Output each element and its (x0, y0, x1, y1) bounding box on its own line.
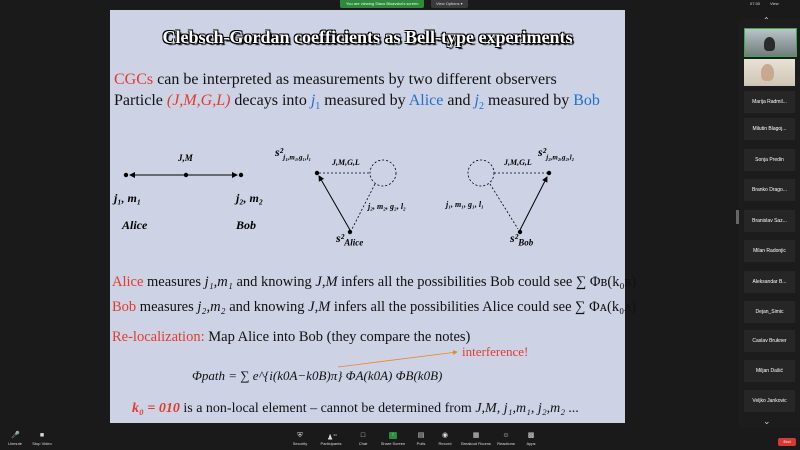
d3-s-bot: s² (510, 231, 519, 245)
stop-video-label: Stop Video (32, 441, 52, 446)
poll-icon: ▤ (417, 432, 425, 439)
apps-label: Apps (526, 441, 536, 446)
participant-tile[interactable]: Veljko Jankovic (744, 390, 795, 412)
participant-tile[interactable]: Branko Drago... (744, 179, 795, 201)
end-meeting-button[interactable]: End (778, 438, 796, 446)
d1-alice-label: Alice (122, 218, 148, 232)
line4-f: infers all the possibilities Alice could see (330, 299, 576, 315)
d2-s-bot: s² (336, 231, 345, 245)
line2-text-c: decays into (230, 92, 311, 109)
shared-slide (110, 10, 637, 423)
line6-c: J,M, j₁,m₁, j₂,m₂ ... (475, 401, 580, 416)
line3-alice: Alice (112, 274, 144, 290)
d2-bottom-s-label (336, 231, 363, 247)
screen-share-indicator: You are viewing Slavo Bioavska's screen (340, 0, 424, 8)
line2-text-e: measured by (320, 92, 409, 109)
participant-video-2[interactable] (744, 59, 795, 86)
participant-video-1[interactable] (744, 28, 797, 57)
d1-left-label: j₁, m₁ (114, 191, 142, 205)
participants-label: Participants (320, 441, 342, 446)
d2-side-label: j₂, m₂, g₂, l₂ (368, 202, 406, 211)
share-screen-label: Share Screen (380, 441, 406, 446)
line2-text-g: and (443, 92, 475, 109)
d2-s-top-sub: j₁,m₁,g₁,l₁ (283, 153, 312, 162)
line3-e: J,M (315, 274, 338, 290)
breakout-rooms-button[interactable] (459, 432, 493, 446)
line4-bob: Bob (112, 299, 137, 315)
participant-tile[interactable]: Dejan_Simic (744, 301, 795, 323)
d1-right-label: j₂, m₂ (236, 191, 264, 205)
d1-bob-label: Bob (236, 218, 257, 232)
line6-b: is a non-local element – cannot be determined from (179, 401, 476, 416)
line5-b: Map Alice into Bob (they compare the notes) (204, 329, 471, 345)
diagram-1 (124, 173, 243, 177)
participant-tile[interactable]: Branislav Saz... (744, 210, 795, 232)
view-button[interactable]: View (770, 1, 779, 6)
share-screen-button[interactable] (378, 432, 408, 446)
record-icon: ◉ (441, 432, 449, 439)
line2-text-a: Particle (114, 92, 167, 109)
line1-text: can be interpreted as measurements by two different observers (153, 71, 557, 88)
source-dot (184, 173, 188, 177)
line4-g: ∑ Φᴀ(k₀ᴀ) (575, 299, 637, 315)
participants-button[interactable] (316, 432, 346, 446)
unmute-button[interactable] (0, 432, 30, 446)
slide-line-2 (114, 92, 600, 112)
k0-label: k₀ = 010 (132, 401, 180, 416)
view-options-button[interactable]: View Options ▾ (431, 0, 468, 8)
shield-icon: ⛨ (297, 432, 303, 439)
bob-dot (239, 173, 243, 177)
d3-top-s-label (538, 145, 574, 161)
line3-g: ∑ Φʙ(k₀ʙ) (575, 274, 637, 290)
polls-label: Polls (416, 441, 426, 446)
participant-tile[interactable]: Sonja Predin (744, 149, 795, 171)
unmute-label: Unmute (7, 441, 22, 446)
participant-tile[interactable]: Caslav Brukner (744, 330, 795, 352)
participants-count: 34 (333, 433, 337, 437)
d3-s-top-sub: j₂,m₂,g₂,l₂ (546, 153, 575, 162)
particle-label: (J,M,G,L) (166, 92, 231, 109)
share-screen-icon: ↑ (389, 432, 397, 439)
interference-label: interference! (462, 344, 529, 359)
line3-f: infers all the possibilities Bob could see (337, 274, 576, 290)
line4-d: and knowing (225, 299, 309, 315)
slide-title: Clebsch-Gordan coefficients as Bell-type experiments (162, 27, 573, 47)
line4-c: j₂,m₂ (197, 299, 226, 315)
record-label: Record (438, 441, 452, 446)
j2-sub: 2 (478, 101, 484, 113)
d2-s-bot-sub: Alice (344, 237, 364, 248)
d3-center-label: J,M,G,L (504, 158, 532, 167)
d3-bottom-s-label (510, 231, 533, 247)
j1-label: j (310, 92, 316, 109)
clock: 07:30 (750, 1, 761, 6)
apps-button[interactable] (516, 432, 546, 446)
security-button[interactable] (285, 432, 315, 446)
j2-label: j (474, 92, 479, 109)
j1-sub: 1 (315, 101, 321, 113)
participant-tile[interactable]: Milan Radonjic (744, 240, 795, 262)
scroll-up-icon[interactable]: ⌃ (763, 16, 770, 25)
video-camera-icon: ■ (39, 432, 45, 439)
diagram-2 (315, 160, 396, 234)
alice-dot (124, 173, 128, 177)
mic-muted-icon: 🎤 (11, 432, 20, 439)
chat-button[interactable] (348, 432, 378, 446)
line2-text-i: measured by (483, 92, 574, 109)
slide-line-1 (114, 71, 557, 89)
d2-center-label: J,M,G,L (332, 158, 360, 167)
d3-s-bot-sub: Bob (518, 237, 534, 248)
d2-top-s-label (275, 145, 311, 161)
diagram-3 (468, 160, 551, 234)
phi-path-formula: Φpath = ∑ e^{i(k0A−k0B)π} ΦA(k0A) ΦB(k0B) (192, 368, 443, 383)
line3-d: and knowing (232, 274, 316, 290)
record-button[interactable] (430, 432, 460, 446)
slide-line-6 (132, 401, 579, 417)
breakout-label: Breakout Rooms (461, 441, 491, 446)
d2-s-top: s² (275, 145, 284, 159)
reactions-label: Reactions (497, 441, 515, 446)
participant-tile[interactable]: Marija Radmil... (744, 91, 795, 113)
participant-tile[interactable]: Miljan Dašić (744, 360, 795, 382)
chat-label: Chat (358, 441, 368, 446)
line4-b: measures (136, 299, 198, 315)
bob-label: Bob (573, 92, 600, 109)
apps-icon: ▩ (527, 432, 535, 439)
line4-e: J,M (308, 299, 331, 315)
people-icon: ♟$^{34}$ (327, 433, 337, 442)
line3-b: measures (143, 274, 205, 290)
d3-side-label: j₁, m₁, g₁, l₁ (446, 200, 484, 209)
dashed-circle (370, 160, 396, 186)
participant-tile[interactable]: Milutin Blagoj... (744, 118, 795, 140)
avatar (764, 37, 775, 51)
stop-video-button[interactable] (27, 432, 57, 446)
slide-line-4 (112, 299, 636, 316)
d1-center-label: J,M (178, 153, 193, 163)
smiley-icon: ☺ (502, 432, 510, 439)
alice-label: Alice (408, 92, 444, 109)
participant-tile[interactable]: Aleksandar B... (744, 271, 795, 293)
line3-c: j₁,m₁ (204, 274, 233, 290)
security-label: Security (292, 441, 308, 446)
slide-line-3 (112, 274, 636, 291)
relocalization-label: Re-localization: (112, 329, 205, 345)
scroll-down-icon[interactable]: ⌄ (763, 416, 771, 426)
avatar (761, 64, 774, 81)
cgcs-label: CGCs (114, 71, 154, 88)
participant-panel (739, 18, 800, 428)
breakout-rooms-icon: ▦ (472, 432, 480, 439)
d3-s-top: s² (538, 145, 547, 159)
chat-bubble-icon: □ (360, 432, 366, 439)
